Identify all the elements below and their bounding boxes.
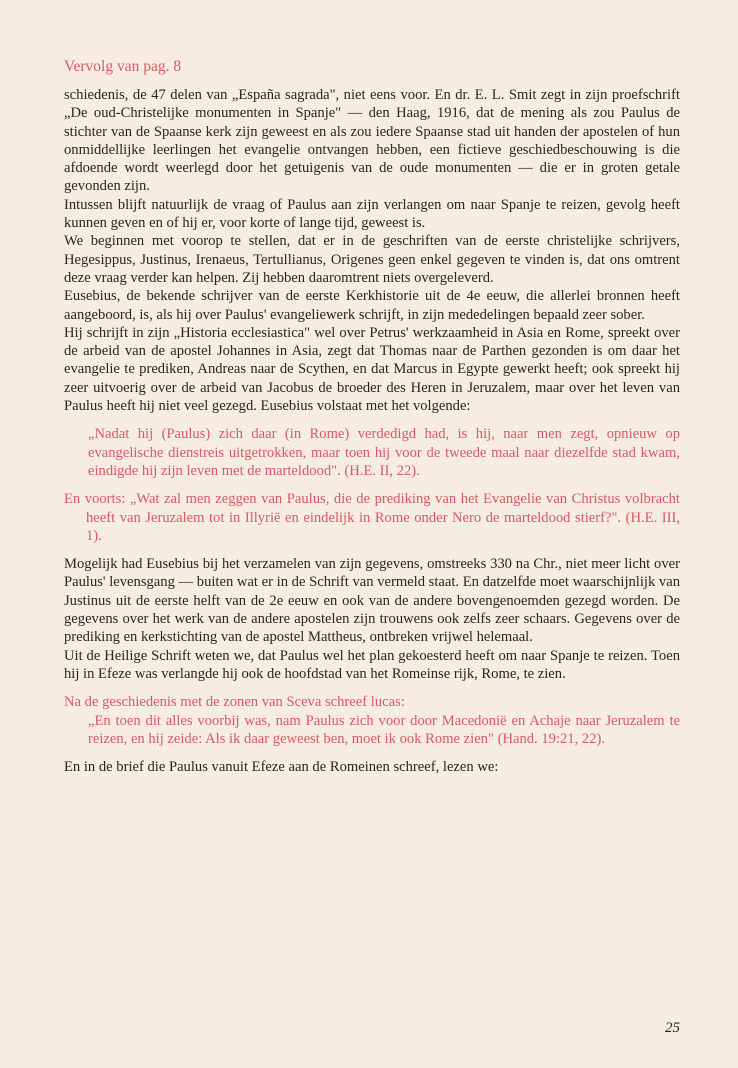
- continuation-header: Vervolg van pag. 8: [64, 58, 182, 75]
- paragraph-5: Hij schrijft in zijn „Historia ecclesiastica" wel over Petrus' werkzaamheid in Asia en Rome, spreekt over de arbeid van de apostel Johannes in Asia, zegt dat Thomas naar de Parthen gezonden is om daar het evangelie te prediken, Andreas naar de Scythen, en dat Marcus in Egypte gewerkt heeft; ook spreekt hij zeer uitvoerig over de arbeid van Jacobus de broeder des Heren in Jeruzalem, maar over het leven van Paulus heeft hij niet veel gezegd. Eusebius volstaat met het volgende:: [64, 324, 680, 415]
- paragraph-6: Mogelijk had Eusebius bij het verzamelen van zijn gegevens, omstreeks 330 na Chr., niet meer licht over Paulus' levensgang — buiten wat er in de Schrift van vermeld staat. En datzelfde moet waarschijnlijk van Justinus uit de eerste helft van de 2e eeuw en ook van de andere bovengenoemden gezegd worden. De gegevens over het werk van de andere apostelen zijn trouwens ook zelfs zeer schaars. Gegevens over de prediking en kerkstichting van de apostel Mattheus, ontbreken vrijwel helemaal.: [64, 556, 680, 646]
- paragraph-2: Intussen blijft natuurlijk de vraag of Paulus aan zijn verlangen om naar Spanje te reizen, gevolg heeft kunnen geven en of hij er, voor korte of lange tijd, geweest is.: [64, 196, 680, 232]
- paragraph-8: En in de brief die Paulus vanuit Efeze aan de Romeinen schreef, lezen we:: [64, 759, 499, 776]
- quote-intro: Na de geschiedenis met de zonen van Sceva schreef lucas:: [64, 694, 405, 711]
- page-number: 25: [665, 1020, 680, 1036]
- quote-acts: „En toen dit alles voorbij was, nam Paulus zich voor door Macedonië en Achaje naar Jeruzalem te reizen, en hij zeide: Als ik daar geweest ben, moet ik ook Rome zien" (Hand. 19:21, 22).: [88, 712, 680, 747]
- paragraph-7: Uit de Heilige Schrift weten we, dat Paulus wel het plan gekoesterd heeft om naar Spanje te reizen. Toen hij in Efeze was verlangde hij ook de hoofdstad van het Romeinse rijk, Rome, te zien.: [64, 647, 680, 682]
- paragraph-3: We beginnen met voorop te stellen, dat er in de geschriften van de eerste christelijke schrijvers, Hegesippus, Justinus, Irenaeus, Tertullianus, Origenes geen enkel gegeven te vinden is, dat ons omtrent deze vraag verder kan helpen. Zij hebben daaromtrent niets overgeleverd.: [64, 233, 680, 286]
- quote-eusebius-2: En voorts: „Wat zal men zeggen van Paulus, die de prediking van het Evangelie van Christus volbracht heeft van Jeruzalem tot in Illyrië en eindelijk in Rome onder Nero de marteldood stierf?". (H.E. III, 1).: [64, 491, 680, 544]
- paragraph-4: Eusebius, de bekende schrijver van de eerste Kerkhistorie uit de 4e eeuw, die allerlei bronnen heeft aangeboord, is, als hij over Paulus' evangeliewerk schrijft, in zijn mededelingen bepaald zeer sober.: [64, 288, 680, 323]
- quote-eusebius-1: „Nadat hij (Paulus) zich daar (in Rome) verdedigd had, is hij, naar men zegt, opnieuw op evangelische dienstreis uitgetrokken, maar toen hij voor de tweede maal naar diezelfde stad kwam, eindigde hij zijn leven met de marteldood". (H.E. II, 22).: [88, 426, 680, 479]
- paragraph-1: schiedenis, de 47 delen van „España sagrada", niet eens voor. En dr. E. L. Smit zegt in zijn proefschrift „De oud-Christelijke monumenten in Spanje" — den Haag, 1916, dat de mening als zou Paulus de stichter van de Spaanse kerk zijn geweest en als zou iedere Spaanse stad uit handen der apostelen of hun onmiddellijke leerlingen het evangelie ontvangen hebben, een fictieve geschiedbeschouwing is die afdoende wordt weerlegd door het getuigenis van de oude monumenten — die er in groten getale gevonden zijn.: [64, 87, 680, 195]
